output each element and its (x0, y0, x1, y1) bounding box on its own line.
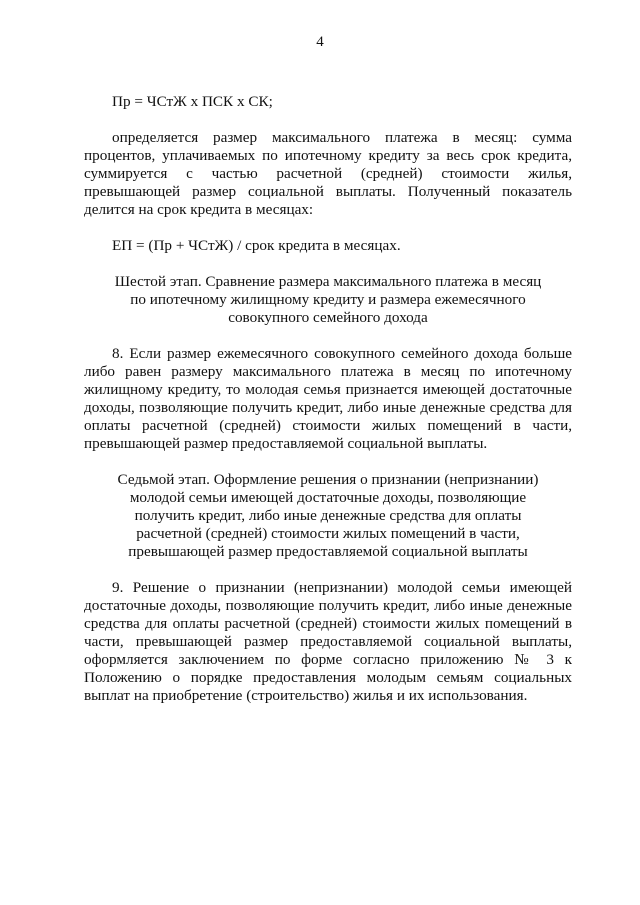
page-number: 4 (316, 34, 324, 50)
formula-ep: ЕП = (Пр + ЧСтЖ) / срок кредита в месяцах. (112, 237, 401, 254)
heading-stage-7-line: превышающей размер предоставляемой социальной выплаты (128, 543, 528, 560)
paragraph-8: 8. Если размер ежемесячного совокупного семейного дохода больше либо равен размеру максимального платежа в месяц по ипотечному жилищному кредиту, то молодая семья признается имеющей достаточные доходы, позволяющие получить кредит, либо иные денежные средства для оплаты расчетной (средней) стоимости жилых помещений в части, превышающей размер предоставляемой социальной выплаты. (84, 345, 572, 452)
formula-pr: Пр = ЧСтЖ х ПСК х СК; (112, 93, 273, 110)
document-body (84, 93, 572, 705)
paragraph-9: 9. Решение о признании (непризнании) молодой семьи имеющей достаточные доходы, позволяющие получить кредит, либо иные денежные средства для оплаты расчетной (средней) стоимости жилых помещений в части, превышающей размер предоставляемой социальной выплаты, оформляется заключением по форме согласно приложению № 3 к Положению о порядке предоставления молодым семьям социальных выплат на приобретение (строительство) жилья и их использования. (84, 579, 572, 704)
heading-stage-6 (84, 273, 572, 327)
heading-stage-6-line: Шестой этап. Сравнение размера максимального платежа в месяц (114, 273, 542, 290)
heading-stage-7-line: расчетной (средней) стоимости жилых помещений в части, (136, 525, 520, 542)
heading-stage-7-line: получить кредит, либо иные денежные средства для оплаты (134, 507, 522, 524)
heading-stage-6-line: совокупного семейного дохода (228, 309, 428, 326)
paragraph-max-payment: определяется размер максимального платежа в месяц: сумма процентов, уплачиваемых по ипотечному кредиту за весь срок кредита, суммируется с частью расчетной (средней) стоимости жилья, превышающей размер социальной выплаты. Полученный показатель делится на срок кредита в месяцах: (84, 129, 572, 218)
heading-stage-7-line: молодой семьи имеющей достаточные доходы, позволяющие (129, 489, 527, 506)
heading-stage-7-line: Седьмой этап. Оформление решения о признании (непризнании) (117, 471, 539, 488)
heading-stage-7 (84, 471, 572, 561)
heading-stage-6-line: по ипотечному жилищному кредиту и размера ежемесячного (130, 291, 526, 308)
